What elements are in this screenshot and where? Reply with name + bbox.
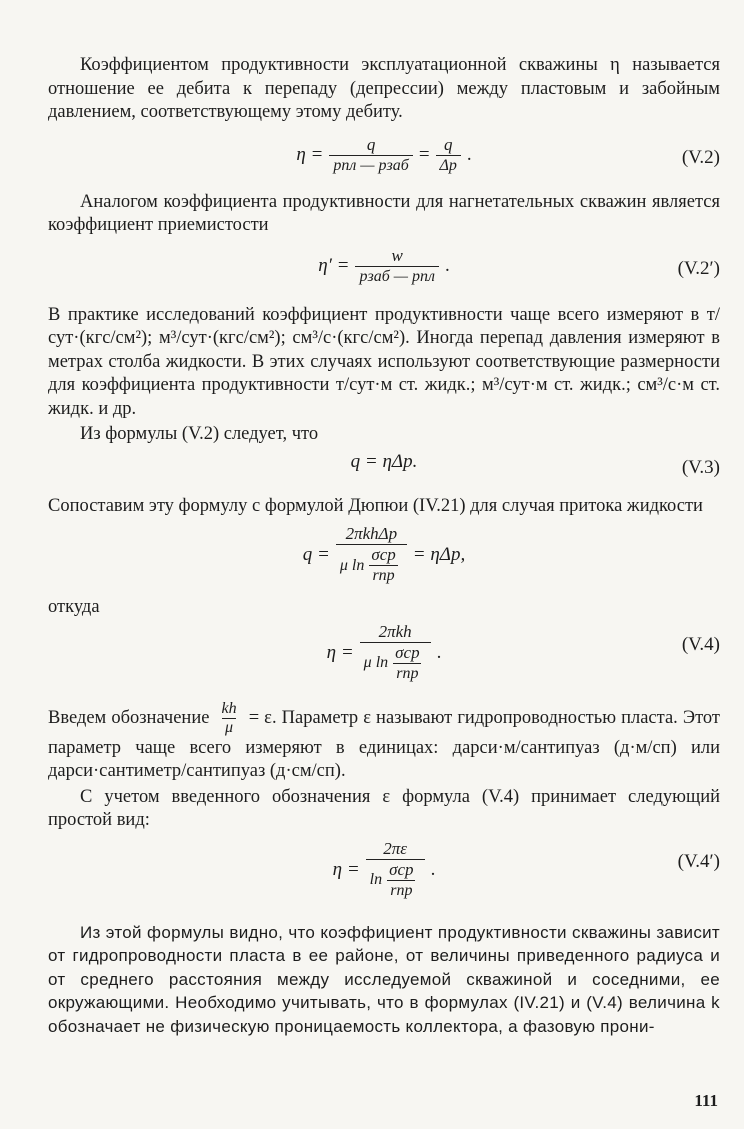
fraction: $\frac{q}{\Delta p}$ [436,135,461,176]
eq-lhs: η = [296,144,324,165]
equation-v3: q = ηΔp. (V.3) [350,450,720,478]
equation-number: (V.2) [681,146,720,168]
paragraph-simple-form: С учетом введенного обозначения ε формула (V.4) принимает следующий простой вид: [48,786,720,830]
equation-v2: η = $\frac{q}{\text{pпл — pзаб}}$ = $\frac{q}{\Delta p}$ . (V.2) [296,134,720,174]
paragraph-definition: Коэффициентом продуктивности эксплуатационной скважины η называется отношение ее дебита к перепаду (депрессии) между пластовым и забойным давлением, соответствующему этому дебиту. [48,55,720,122]
equation-number: (V.4′) [677,850,720,872]
equation-dupuit: q = 2πkhΔp μ ln σср rпр = ηΔp, [302,524,466,584]
paragraph-injectivity: Аналогом коэффициента продуктивности для нагнетательных скважин является коэффициент приемистости [48,191,720,235]
fraction: 2πε ln σср rпр [366,839,425,901]
paragraph-compare: Сопоставим эту формулу с формулой Дюпюи (IV.21) для случая притока жидкости [48,495,703,516]
equation-number: (V.4) [681,633,720,655]
fraction: $\frac{w}{\text{pзаб — pпл}}$ [355,246,439,287]
page-number: 111 [694,1091,718,1110]
page-body [48,36,720,1038]
equation-v4: η = 2πkh μ ln σср rпр . (V.4) [326,621,720,682]
paragraph-from-formula: Из формулы (V.2) следует, что [80,424,319,444]
equation-number: (V.3) [681,456,720,478]
fraction: $\frac{q}{\text{pпл — pзаб}}$ [329,135,413,176]
fraction: 2πkhΔp μ ln σср rпр [336,524,407,586]
paragraph-conclusion: Из этой формулы видно, что коэффициент продуктивности скважины зависит от гидропроводности пласта в ее районе, от величины приведенного радиуса и от среднего расстояния между исследуемой скважиной и соседними, ее окружающими. Необходимо учитывать, что в формулах (IV.21) и (V.4) величина k обозначает не физическую проницаемость коллектора, а фазовую прони- [48,922,720,1036]
eq-lhs: η′ = [318,255,350,276]
equation-v2-prime: η′ = $\frac{w}{\text{pзаб — pпл}}$ . (V.2′) [318,245,720,285]
paragraph-whence: откуда [48,597,100,617]
paragraph-units: В практике исследований коэффициент продуктивности чаще всего измеряют в т/сут·(кгс/см²); м³/сут·(кгс/см²); см³/с·(кгс/см²). Иногда перепад давления измеряют в метрах столба жидкости. В этих случаях используют соответствующие размерности для коэффициента продуктивности т/сут·м ст. жидк.; м³/сут·м ст. жидк.; см³/с·м ст. жидк. и др. [48,304,720,419]
equation-v4-prime: η = 2πε ln σср rпр . (V.4′) [332,838,720,899]
equation-number: (V.2′) [677,257,720,279]
fraction: $\frac{kh}{\mu}$ [221,699,237,736]
paragraph-notation: Введем обозначение $\frac{kh}{\mu}$ = ε. Параметр ε называют гидропроводностью пласта. Этот параметр чаще всего измеряют в единицах: дарси·м/сантипуаз (д·м/сп) или дарси·сантиметр/сантипуаз (д·см/сп). [48,699,720,781]
fraction: 2πkh μ ln σср rпр [360,622,431,684]
